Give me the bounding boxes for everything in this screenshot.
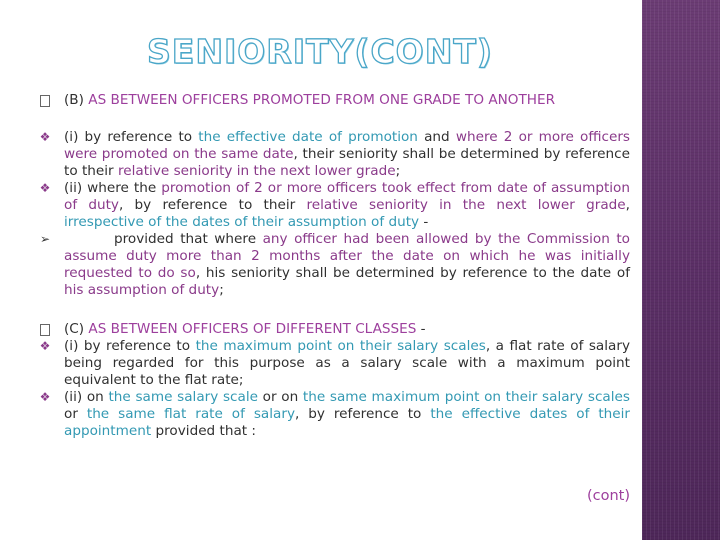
text-run: and bbox=[417, 129, 456, 145]
text-run: , a flat rate of salary being regarded for this purpose as a salary scale with a maximum point equivalent to the flat rate; bbox=[64, 338, 630, 388]
text-run: , by reference to their bbox=[118, 197, 307, 213]
list-item bbox=[38, 338, 630, 389]
section-c-heading bbox=[38, 321, 630, 338]
text-run: (i) by reference to bbox=[64, 129, 199, 145]
text-highlight: relative seniority in the next lower grade bbox=[117, 163, 396, 179]
text-run: - bbox=[416, 321, 426, 337]
text-highlight: the same flat rate of salary bbox=[86, 406, 295, 422]
square-bullet-icon bbox=[38, 92, 52, 112]
text-run: , his seniority shall be determined by reference to the date of bbox=[195, 265, 630, 281]
text-highlight: his assumption of duty bbox=[64, 282, 220, 298]
diamond-bullet-icon: ❖ bbox=[39, 181, 51, 195]
text-run: (ii) on bbox=[64, 389, 109, 405]
section-b-heading bbox=[38, 92, 630, 109]
text-highlight: promotion of 2 or more officers took effect from date of assumption of duty bbox=[64, 180, 630, 213]
text-run: , bbox=[625, 197, 630, 213]
text-highlight: irrespective of the dates of their assumption of duty bbox=[64, 214, 420, 230]
text-run: provided that where bbox=[114, 231, 263, 247]
list-item bbox=[38, 231, 630, 299]
section-b-title: AS BETWEEN OFFICERS PROMOTED FROM ONE GRADE TO ANOTHER bbox=[88, 92, 556, 108]
text-run: - bbox=[419, 214, 429, 230]
slide-title: SENIORITY(CONT) bbox=[147, 32, 493, 71]
text-highlight: the effective date of promotion bbox=[198, 129, 418, 145]
text-run: ; bbox=[395, 163, 401, 179]
text-highlight: where 2 or more officers were promoted on the same date bbox=[64, 129, 631, 162]
arrow-bullet-icon: ➢ bbox=[39, 232, 51, 246]
slide-content bbox=[38, 92, 630, 440]
section-c-label: (C) bbox=[64, 321, 89, 337]
text-highlight: the maximum point on their salary scales bbox=[195, 338, 486, 354]
text-run: or bbox=[64, 406, 87, 422]
list-item bbox=[38, 129, 630, 180]
section-b-label: (B) bbox=[64, 92, 89, 108]
diamond-bullet-icon: ❖ bbox=[39, 339, 51, 353]
text-highlight: the same maximum point on their salary scales bbox=[302, 389, 630, 405]
text-run: , by reference to bbox=[295, 406, 431, 422]
decorative-sidebar bbox=[642, 0, 720, 540]
text-highlight: the effective dates of their appointment bbox=[64, 406, 631, 439]
continued-label: (cont) bbox=[586, 488, 630, 504]
list-item bbox=[38, 389, 630, 440]
text-highlight: any officer had been allowed by the Commission to assume duty more than 2 months after the date on which he was initially requested to do so bbox=[64, 231, 630, 281]
text-run: , their seniority shall be determined by reference to their bbox=[64, 146, 630, 179]
text-run: (ii) where the bbox=[64, 180, 162, 196]
text-run: (i) by reference to bbox=[64, 338, 196, 354]
section-c-title: AS BETWEEN OFFICERS OF DIFFERENT CLASSES bbox=[88, 321, 417, 337]
text-highlight: the same salary scale bbox=[108, 389, 258, 405]
diamond-bullet-icon: ❖ bbox=[39, 390, 51, 404]
diamond-bullet-icon: ❖ bbox=[39, 130, 51, 144]
list-item bbox=[38, 180, 630, 231]
text-run: ; bbox=[219, 282, 224, 298]
text-highlight: relative seniority in the next lower grade bbox=[306, 197, 626, 213]
text-run: provided that : bbox=[151, 423, 257, 439]
text-run: or on bbox=[258, 389, 303, 405]
